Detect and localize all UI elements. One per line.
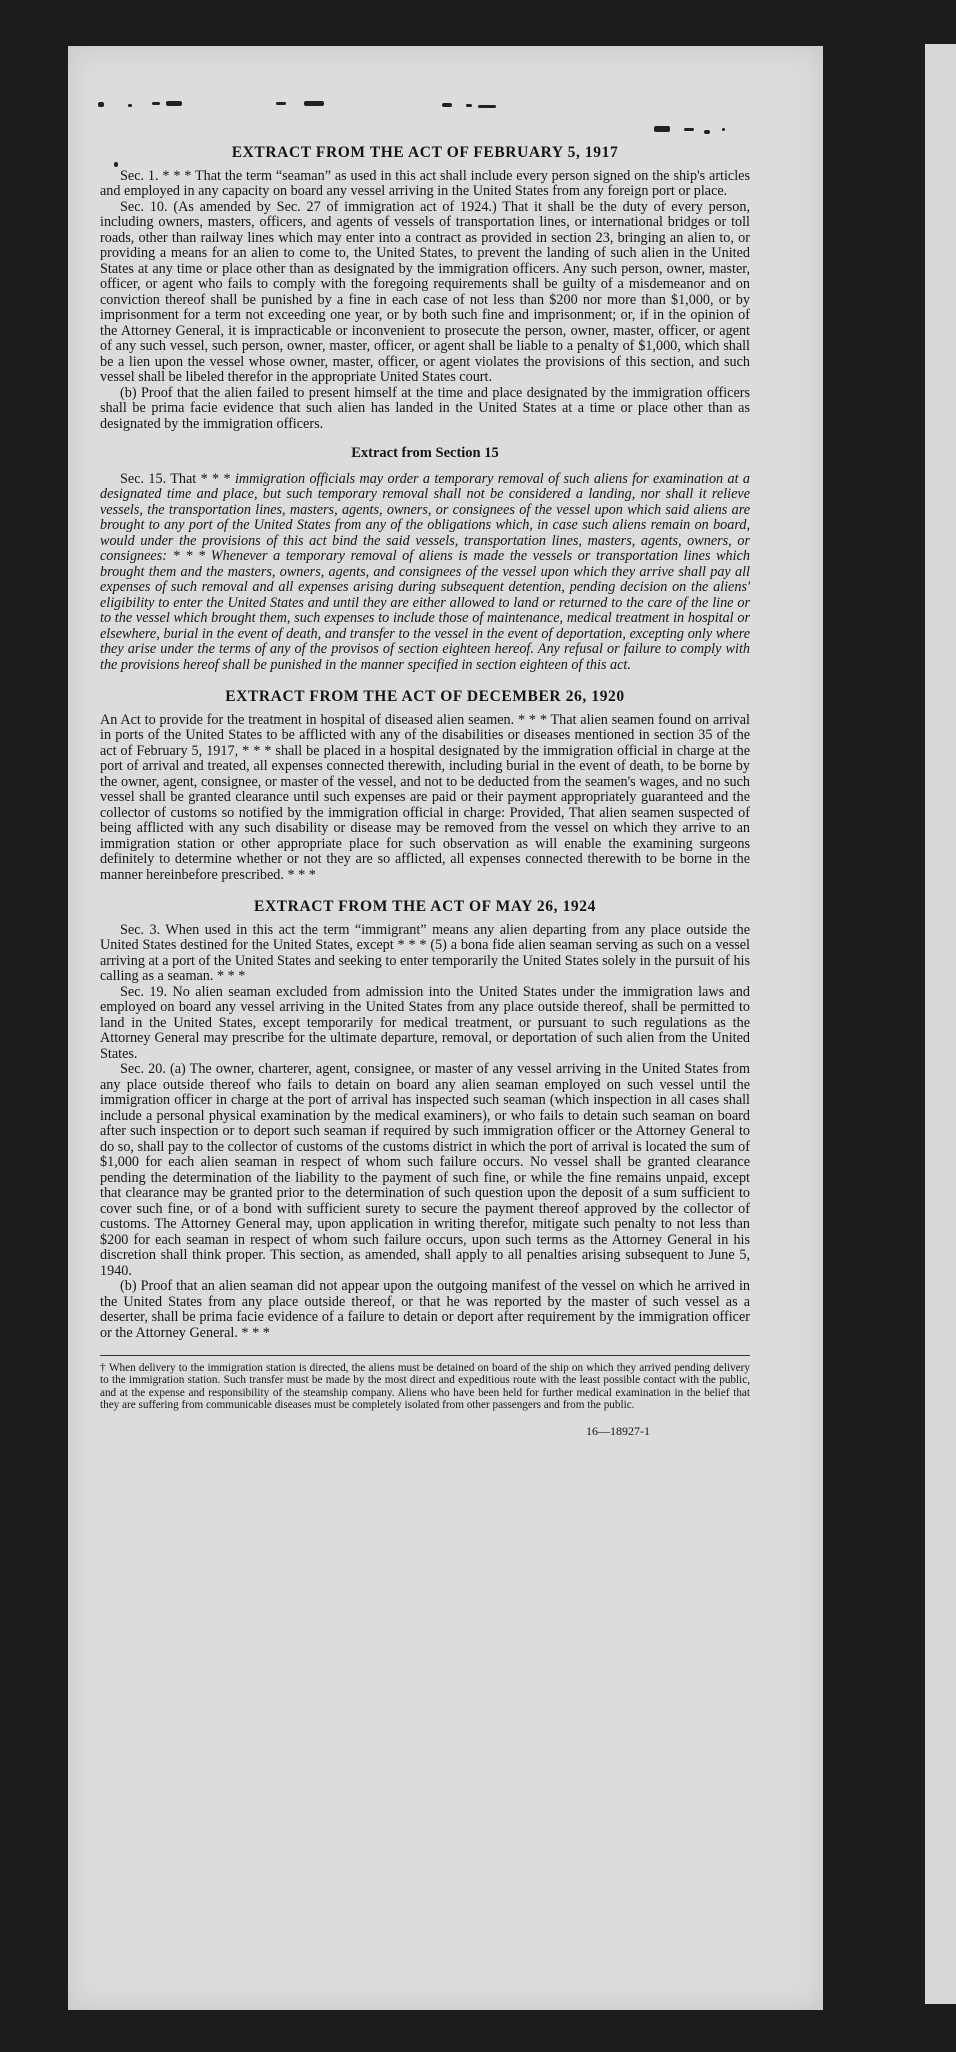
paragraph: Sec. 3. When used in this act the term “immigrant” means any alien departing from any place outside the United States destined for the United States, except * * * (5) a bona fide alien seaman serving as such on a vessel arriving at a port of the United States and seeking to enter temporarily the United States solely in the pursuit of his calling as a seaman. * * *: [100, 921, 750, 984]
paragraph: An Act to provide for the treatment in hospital of diseased alien seamen. * * * That alien seamen found on arrival in ports of the United States to be afflicted with any of the disabilities or diseases mentioned in section 35 of the act of February 5, 1917, * * * shall be placed in a hospital designated by the immigration official in charge at the port of arrival and treated, all expenses connected therewith, including burial in the event of death, to be borne by the owner, agent, consignee, or master of the vessel, and not to be deducted from the seamen's wages, and no such vessel shall be granted clearance until such expenses are paid or their payment appropriately guaranteed and the collector of customs so notified by the immigration official in charge: Provided, That alien seamen suspected of being afflicted with any such disability or disease may be removed from the vessel on which they arrive to an immigration station or other appropriate place for such observation as will enable the examining surgeons definitely to determine whether or not they are so afflicted, all expenses connected therewith to be borne in the manner hereinbefore prescribed. * * *: [100, 711, 750, 883]
spacer: [100, 673, 750, 689]
section-heading: EXTRACT FROM THE ACT OF MAY 26, 1924: [254, 898, 596, 915]
section-heading: Extract from Section 15: [351, 445, 499, 461]
paragraph: [100, 472, 750, 674]
paragraph: (b) Proof that an alien seaman did not appear upon the outgoing manifest of the vessel on which he arrived in the United States from any place outside thereof, or that he was reported by the master of such vessel as a deserter, shall be prima facie evidence of a failure to detain or deport after requirement by the immigration officer or the Attorney General. * * *: [100, 1278, 750, 1341]
section-lead: Sec. 15. That * * *: [120, 470, 231, 487]
italic-text: immigration officials may order a temporary removal of such aliens for examination at a designated time and place, but such temporary removal shall not be considered a landing, nor shall it relieve vessels, the transportation lines, masters, agents, owners, or consignees of the vessel upon which said aliens are brought to any port of the United States from any of the obligations which, in case such aliens remain on board, would under the provisions of this act bind the said vessels, transportation lines, masters, agents, owners, or consignees: * * * Whenever a temporary removal of aliens is made the vessels or transportation lines which brought them and the masters, owners, agents, and consignees of the vessel upon which they arrive shall pay all expenses of such removal and all expenses arising during subsequent detention, pending decision on the aliens' eligibility to enter the United States and until they are either allowed to land or returned to the care of the line or to the vessel which brought them, such expenses to include those of maintenance, medical treatment in hospital or elsewhere, burial in the event of death, and transfer to the vessel in the event of deportation, excepting only where they arise under the terms of any of the provisos of section eighteen hereof. Any refusal or failure to comply with the provisions hereof shall be punished in the manner specified in section eighteen of this act.: [100, 470, 750, 673]
paragraph: (b) Proof that the alien failed to present himself at the time and place designated by the immigration officers shall be prima facie evidence that such alien has landed in the United States at a time or place other than as designated by the immigration officers.: [100, 384, 750, 432]
ink-speck: [722, 128, 725, 131]
ink-speck: [478, 105, 496, 108]
paragraph: Sec. 10. (As amended by Sec. 27 of immigration act of 1924.) That it shall be the duty of every person, including owners, masters, officers, and agents of vessels of transportation lines, or international bridges or toll roads, other than railway lines which may enter into a contract as provided in section 23, bringing an alien to, or providing a means for an alien to come to, the United States, to prevent the landing of such alien in the United States at any time or place other than as designated by the immigration officers. Any such person, owner, master, officer, or agent who fails to comply with the foregoing requirements shall be guilty of a misdemeanor and on conviction thereof shall be punished by a fine in each case of not less than $200 nor more than $1,000, or by imprisonment for a term not exceeding one year, or by both such fine and imprisonment; or, if in the opinion of the Attorney General, it is impracticable or inconvenient to prosecute the person, owner, master, officer, or agent of any such vessel, such person, owner, master, officer, or agent shall be liable to a penalty of $1,000, which shall be a lien upon the vessel whose owner, master, officer, or agent violates the provisions of this section, and such vessel shall be libeled therefor in the appropriate United States court.: [100, 198, 750, 385]
extract-section-15: [100, 446, 750, 673]
section-heading: EXTRACT FROM THE ACT OF FEBRUARY 5, 1917: [231, 144, 619, 161]
section-heading: EXTRACT FROM THE ACT OF DECEMBER 26, 1920: [225, 688, 625, 705]
extract-1924: [100, 899, 750, 1341]
document-number: 16—18927-1: [586, 1423, 650, 1438]
ink-speck: [166, 101, 182, 106]
footnote: † When delivery to the immigration station is directed, the aliens must be detained on board of the ship on which they arrived pending delivery to the immigration station. Such transfer must be made by the most direct and expeditious route with the least possible contact with the public, and at the expense and responsibility of the steamship company. Aliens who have been held for further medical examination in the belief that they are suffering from communicable diseases must be completely isolated from other passengers and from the public.: [100, 1355, 750, 1412]
document-text: [100, 145, 750, 1439]
ink-speck: [684, 128, 694, 131]
ink-speck: [152, 102, 160, 105]
ink-speck: [98, 102, 104, 107]
ink-speck: [466, 104, 472, 107]
extract-1917: [100, 145, 750, 432]
ink-speck: [304, 101, 324, 106]
paragraph: Sec. 1. * * * That the term “seaman” as used in this act shall include every person signed on the ship's articles and employed in any capacity on board any vessel arriving in the United States from any foreign port or place.: [100, 167, 750, 199]
adjacent-page-edge: [925, 44, 956, 2004]
ink-speck: [276, 102, 286, 105]
ink-speck: [442, 103, 452, 107]
scan-artifacts: [88, 96, 778, 136]
paragraph: Sec. 19. No alien seaman excluded from admission into the United States under the immigration laws and employed on board any vessel arriving in the United States from any place outside thereof, shall be permitted to land in the United States, except temporarily for medical treatment, or pursuant to such regulations as the Attorney General may prescribe for the ultimate departure, removal, or deportation of such alien from the United States.: [100, 983, 750, 1062]
ink-speck: [704, 130, 710, 134]
extract-1920: [100, 689, 750, 883]
spacer: [100, 883, 750, 899]
paragraph: Sec. 20. (a) The owner, charterer, agent, consignee, or master of any vessel arriving in the United States from any place outside thereof who fails to detain on board any alien seaman employed on such vessel until the immigration officer in charge at the port of arrival has inspected such seaman (which inspection in all cases shall include a personal physical examination by the medical examiners), or who fails to detain such seaman on board after such inspection or to deport such seaman if required by such immigration officer or the Attorney General to do so, shall pay to the collector of customs of the customs district in which the port of arrival is located the sum of $1,000 for each alien seaman in respect of whom such failure occurs. No vessel shall be granted clearance pending the determination of the liability to the payment of such fine, or while the fine remains unpaid, except that clearance may be granted prior to the determination of such question upon the deposit of a sum sufficient to cover such fine, or of a bond with sufficient surety to secure the payment thereof approved by the collector of customs. The Attorney General may, upon application in writing therefor, mitigate such penalty to not less than $200 for each seaman in respect of whom such failure occurs, upon such terms as the Attorney General in his discretion shall think proper. This section, as amended, shall apply to all penalties arising subsequent to June 5, 1940.: [100, 1061, 750, 1279]
ink-speck: [654, 126, 670, 132]
ink-speck: [128, 104, 132, 107]
